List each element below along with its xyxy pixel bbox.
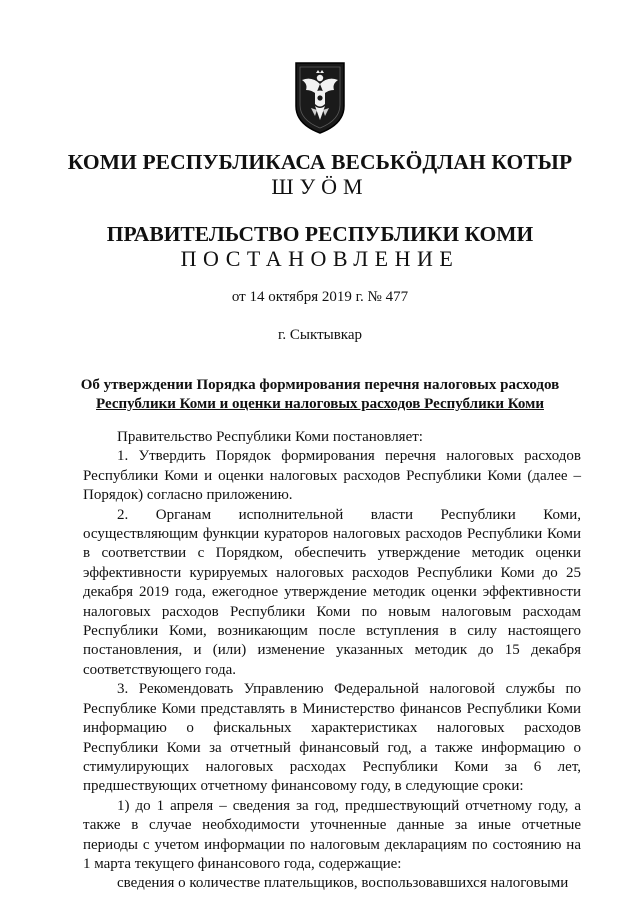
komi-government-title: КОМИ РЕСПУБЛИКАСА ВЕСЬКӦДЛАН КОТЫР (67, 150, 573, 174)
document-date-number: от 14 октября 2019 г. № 477 (231, 289, 409, 305)
body-paragraph: 2. Органам исполнительной власти Республики Коми, осуществляющим функции кураторов налоговых расходов Республики Коми в соответствии с Порядком, обеспечить утверждение методик оценки эффективности курируемых налоговых расходов Республики Коми до 25 декабря 2019 года, ежегодное утверждение методик оценки эффективности налоговых расходов Республики Коми по новым налоговым расходам Республики Коми, возникающим после вступления в силу настоящего постановления, и (или) изменение указанных методик до 15 декабря соответствующего года. (83, 506, 581, 678)
body-paragraph: Правительство Республики Коми постановляет: (117, 429, 423, 445)
body-paragraph: 1) до 1 апреля – сведения за год, предшествующий отчетному году, а также в случае необходимости уточненные данные за иные отчетные периоды с учетом информации по налоговым декларациям по состоянию на 1 марта текущего финансового года, содержащие: (83, 797, 581, 872)
body-paragraph: сведения о количестве плательщиков, воспользовавшихся налоговыми (117, 875, 569, 892)
document-body (83, 428, 581, 894)
document-place: г. Сыктывкар (277, 327, 363, 343)
komi-coat-of-arms-icon (293, 60, 347, 136)
document-subject-line-1: Об утверждении Порядка формирования перечня налоговых расходов (80, 377, 560, 393)
government-title: ПРАВИТЕЛЬСТВО РЕСПУБЛИКИ КОМИ (106, 222, 534, 246)
document-type: ПОСТАНОВЛЕНИЕ (180, 246, 460, 271)
komi-document-type: ШУӦМ (271, 174, 369, 199)
body-paragraph: 3. Рекомендовать Управлению Федеральной налоговой службы по Республике Коми представлять в Министерство финансов Республики Коми информацию о фискальных характеристиках налоговых расходов Республики Коми за отчетный финансовый год, а также информацию о стимулирующих налоговых расходах Республики Коми за 6 лет, предшествующих отчетному финансовому году, в следующие сроки: (83, 681, 581, 795)
document-subject-line-2: Республики Коми и оценки налоговых расходов Республики Коми (96, 396, 544, 412)
body-paragraph: 1. Утвердить Порядок формирования перечня налоговых расходов Республики Коми и оценки налоговых расходов Республики Коми (далее – Порядок) согласно приложению. (83, 448, 581, 504)
